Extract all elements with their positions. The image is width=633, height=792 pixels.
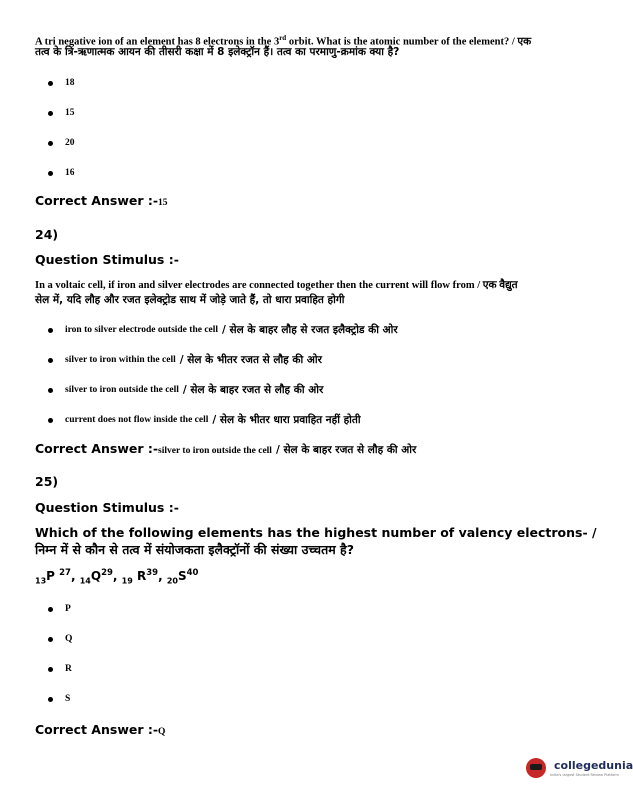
bullet-icon xyxy=(48,637,53,642)
bullet-icon xyxy=(48,81,53,86)
q25-option-1[interactable]: P xyxy=(48,602,71,616)
q24-correct-answer: Correct Answer :-silver to iron outside the cell / सेल के बाहर रजत से लौह की ओर xyxy=(35,441,417,456)
bullet-icon xyxy=(48,418,53,423)
q24-option-1[interactable]: iron to silver electrode outside the cell / सेल के बाहर लौह से रजत इलैक्ट्रोड की ओर xyxy=(48,323,398,337)
mascot-icon xyxy=(526,758,546,778)
q25-option-4[interactable]: S xyxy=(48,692,70,706)
q24-number: 24) xyxy=(35,227,59,242)
q25-option-2[interactable]: Q xyxy=(48,632,72,646)
bullet-icon xyxy=(48,111,53,116)
bullet-icon xyxy=(48,607,53,612)
q24-stimulus-label: Question Stimulus :- xyxy=(35,252,179,267)
q24-text-line1: In a voltaic cell, if iron and silver electrodes are connected together then the current will flow from / एक वैद्युत xyxy=(35,280,518,291)
q23-option-2[interactable]: 15 xyxy=(48,106,75,120)
collegedunia-logo: collegedunia India's largest Student Review Platform xyxy=(526,756,606,782)
q25-stimulus-label: Question Stimulus :- xyxy=(35,500,179,515)
q25-formula: $_{13}$P $^{27}$, $_{14}Q^{29}$, $_{19}$ $R^{39}$, $_{20}S^{40}$ xyxy=(35,568,199,586)
q25-correct-answer: Correct Answer :-Q xyxy=(35,722,166,737)
bullet-icon xyxy=(48,697,53,702)
q24-option-4[interactable]: current does not flow inside the cell / सेल के भीतर धारा प्रवाहित नहीं होती xyxy=(48,413,361,427)
q23-correct-answer: Correct Answer :-15 xyxy=(35,193,168,208)
q23-option-4[interactable]: 16 xyxy=(48,166,75,180)
q25-text-line1: Which of the following elements has the highest number of valency electrons- / xyxy=(35,525,597,540)
q23-option-3[interactable]: 20 xyxy=(48,136,75,150)
q24-text-line2: सेल में, यदि लौह और रजत इलेक्ट्रोड साथ में जोड़े जाते हैं, तो धारा प्रवाहित होगी xyxy=(35,294,345,306)
q23-option-1[interactable]: 18 xyxy=(48,76,75,90)
q25-number: 25) xyxy=(35,474,59,489)
q25-text-line2: निम्न में से कौन से तत्व में संयोजकता इलैक्ट्रॉनों की संख्या उच्चतम है? xyxy=(35,542,354,557)
bullet-icon xyxy=(48,667,53,672)
q23-text-line1: A tri negative ion of an element has 8 electrons in the 3rd orbit. What is the atomic number of the element? / एक xyxy=(35,34,532,48)
bullet-icon xyxy=(48,388,53,393)
bullet-icon xyxy=(48,328,53,333)
q24-option-2[interactable]: silver to iron within the cell / सेल के भीतर रजत से लौह की ओर xyxy=(48,353,322,367)
bullet-icon xyxy=(48,171,53,176)
q23-text-line2: तत्व के त्रि-ऋणात्मक आयन की तीसरी कक्षा में 8 इलेक्ट्रॉन हैं। तत्व का परमाणु-क्रमांक क्या है? xyxy=(35,46,400,58)
bullet-icon xyxy=(48,141,53,146)
q24-option-3[interactable]: silver to iron outside the cell / सेल के बाहर रजत से लौह की ओर xyxy=(48,383,323,397)
bullet-icon xyxy=(48,358,53,363)
q25-option-3[interactable]: R xyxy=(48,662,72,676)
